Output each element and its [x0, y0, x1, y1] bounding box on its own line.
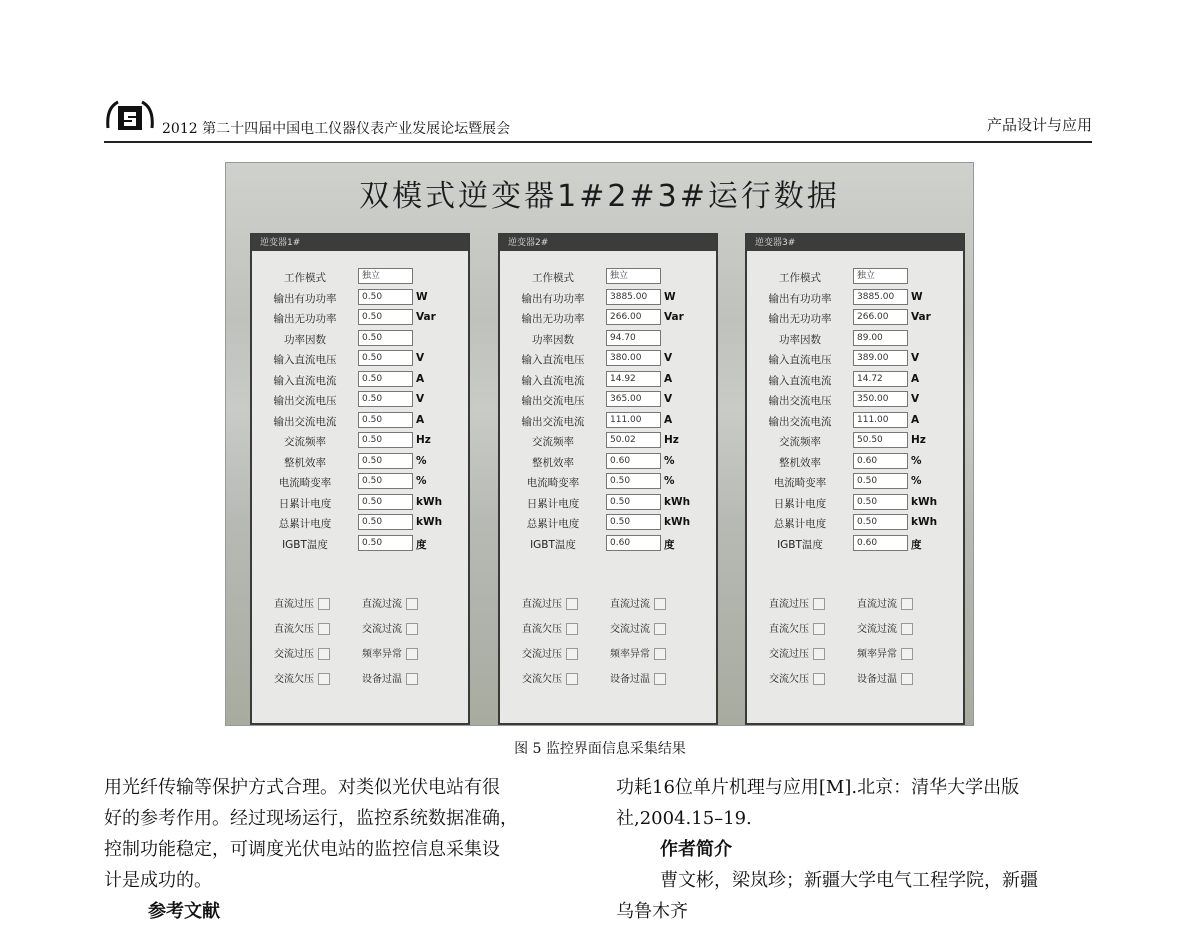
data-row	[747, 308, 963, 328]
value-field: 0.50	[358, 309, 413, 325]
row-label: 总累计电度	[773, 518, 827, 530]
value-field: 50.50	[853, 432, 908, 448]
row-unit: %	[416, 454, 427, 467]
row-unit: V	[664, 352, 673, 364]
row-label: 功率因数	[779, 333, 821, 346]
alarm-light-icon	[318, 648, 330, 660]
row-label: 电流畸变率	[526, 477, 580, 489]
alarm-indicator	[274, 620, 330, 640]
data-row	[747, 472, 963, 492]
row-unit: A	[911, 413, 920, 426]
row-unit: W	[911, 290, 923, 303]
data-row	[500, 370, 716, 390]
inverter-panel	[250, 233, 470, 725]
value-field: 14.92	[606, 371, 661, 387]
row-label: 输出无功功率	[768, 313, 832, 325]
data-row	[252, 513, 468, 533]
row-label: 交流频率	[532, 436, 574, 448]
alarm-light-icon	[406, 648, 418, 660]
alarm-indicator	[769, 595, 825, 615]
data-row	[252, 288, 468, 308]
inverter-panel	[498, 233, 718, 725]
figure-title: 双模式逆变器1#2#3#运行数据	[359, 179, 840, 214]
row-unit: Var	[911, 311, 931, 323]
data-row	[500, 431, 716, 451]
data-row	[252, 349, 468, 369]
alarm-label: 交流欠压	[769, 674, 809, 685]
row-label: 输入直流电流	[273, 374, 337, 387]
row-label: IGBT温度	[777, 538, 823, 551]
author-heading: 作者简介	[660, 839, 732, 860]
alarm-light-icon	[654, 623, 666, 635]
alarm-label: 直流过流	[857, 599, 897, 610]
row-label: 工作模式	[532, 272, 574, 284]
data-row	[252, 452, 468, 472]
alarm-indicator	[769, 645, 825, 665]
value-field: 380.00	[606, 350, 661, 366]
row-label: 日累计电度	[773, 497, 827, 510]
row-unit: %	[664, 475, 675, 487]
alarm-light-icon	[566, 598, 578, 610]
value-field: 0.60	[853, 453, 908, 469]
data-row	[747, 329, 963, 349]
row-unit: A	[416, 413, 425, 426]
row-label: 电流畸变率	[278, 477, 332, 489]
header-rule	[104, 141, 1092, 143]
row-label: 日累计电度	[526, 497, 580, 510]
data-row	[500, 513, 716, 533]
alarm-indicator	[362, 645, 418, 665]
row-unit: kWh	[664, 516, 691, 528]
data-row	[747, 534, 963, 554]
data-row	[747, 390, 963, 410]
value-field: 0.50	[853, 494, 908, 510]
data-row	[252, 534, 468, 554]
alarm-light-icon	[901, 673, 913, 685]
row-unit: kWh	[911, 495, 938, 508]
value-field: 111.00	[606, 412, 661, 428]
row-unit: kWh	[664, 495, 691, 508]
alarm-indicator	[857, 620, 913, 640]
alarm-indicator	[362, 670, 418, 690]
data-row	[747, 411, 963, 431]
alarm-indicator	[769, 620, 825, 640]
reference-line: 社,2004.15–19.	[616, 808, 752, 829]
text-line: 控制功能稳定，可调度光伏电站的监控信息采集设	[104, 839, 500, 860]
value-field: 266.00	[853, 309, 908, 325]
row-unit: V	[911, 352, 920, 364]
row-unit: Hz	[664, 434, 679, 446]
row-label: 输出交流电压	[521, 395, 585, 407]
data-row	[252, 493, 468, 513]
row-label: 工作模式	[284, 272, 326, 284]
inverter-panel	[745, 233, 965, 725]
alarm-label: 交流过流	[362, 624, 402, 635]
row-unit: Var	[416, 311, 436, 323]
alarm-light-icon	[901, 648, 913, 660]
row-label: 交流频率	[284, 436, 326, 448]
alarm-label: 频率异常	[857, 649, 897, 660]
value-field: 350.00	[853, 391, 908, 407]
value-field: 0.60	[853, 535, 908, 551]
row-unit: A	[664, 413, 673, 426]
alarm-label: 直流过压	[274, 599, 314, 610]
data-row	[500, 472, 716, 492]
row-unit: W	[664, 290, 676, 303]
alarm-indicator	[769, 670, 825, 690]
row-label: 总累计电度	[278, 518, 332, 530]
alarm-indicator	[610, 645, 666, 665]
alarm-light-icon	[318, 623, 330, 635]
row-label: 整机效率	[284, 456, 326, 469]
alarm-label: 直流过流	[362, 599, 402, 610]
data-row	[500, 349, 716, 369]
value-field: 独立	[358, 268, 413, 284]
data-row	[500, 267, 716, 287]
value-field: 0.50	[358, 453, 413, 469]
data-row	[747, 513, 963, 533]
data-row	[747, 493, 963, 513]
row-unit: A	[911, 372, 920, 385]
data-row	[747, 452, 963, 472]
page-header	[104, 98, 1092, 142]
value-field: 0.50	[358, 371, 413, 387]
value-field: 389.00	[853, 350, 908, 366]
alarm-label: 设备过温	[610, 674, 650, 685]
row-label: 输入直流电压	[273, 354, 337, 366]
alarm-label: 交流过流	[857, 624, 897, 635]
alarm-label: 直流欠压	[274, 624, 314, 635]
alarm-label: 交流过压	[769, 649, 809, 660]
row-unit: kWh	[416, 516, 443, 528]
alarm-indicator	[362, 620, 418, 640]
reference-line: 功耗16位单片机理与应用[M].北京：清华大学出版	[616, 777, 1020, 798]
data-row	[500, 288, 716, 308]
alarm-light-icon	[406, 673, 418, 685]
alarm-light-icon	[406, 598, 418, 610]
value-field: 94.70	[606, 330, 661, 346]
row-label: 输出无功功率	[273, 313, 337, 325]
value-field: 266.00	[606, 309, 661, 325]
value-field: 111.00	[853, 412, 908, 428]
data-row	[747, 370, 963, 390]
value-field: 0.50	[606, 473, 661, 489]
alarm-light-icon	[813, 598, 825, 610]
value-field: 0.60	[606, 453, 661, 469]
data-row	[500, 534, 716, 554]
alarm-label: 直流欠压	[769, 624, 809, 635]
alarm-indicator	[522, 595, 578, 615]
data-row	[252, 472, 468, 492]
value-field: 3885.00	[606, 289, 661, 305]
alarm-label: 直流过流	[610, 599, 650, 610]
row-unit: W	[416, 290, 428, 303]
data-row	[252, 411, 468, 431]
row-label: 输入直流电流	[521, 374, 585, 387]
alarm-light-icon	[566, 673, 578, 685]
alarm-label: 直流过压	[769, 599, 809, 610]
row-unit: V	[911, 393, 920, 405]
alarm-label: 交流过压	[274, 649, 314, 660]
row-label: 输出交流电流	[521, 415, 585, 428]
value-field: 0.60	[606, 535, 661, 551]
alarm-light-icon	[813, 673, 825, 685]
row-unit: %	[664, 454, 675, 467]
row-label: 输入直流电流	[768, 374, 832, 387]
row-unit: Hz	[416, 434, 431, 446]
panel-header: 逆变器2#	[500, 235, 716, 251]
row-unit: 度	[664, 538, 675, 551]
alarm-indicator	[274, 645, 330, 665]
row-unit: V	[664, 393, 673, 405]
value-field: 3885.00	[853, 289, 908, 305]
alarm-label: 频率异常	[610, 649, 650, 660]
data-row	[252, 370, 468, 390]
value-field: 0.50	[358, 514, 413, 530]
alarm-label: 交流过流	[610, 624, 650, 635]
alarm-indicator	[274, 670, 330, 690]
row-unit: %	[416, 475, 427, 487]
alarm-light-icon	[654, 598, 666, 610]
alarm-light-icon	[318, 673, 330, 685]
panel-header: 逆变器1#	[252, 235, 468, 251]
alarm-label: 交流过压	[522, 649, 562, 660]
alarm-light-icon	[654, 648, 666, 660]
text-line: 用光纤传输等保护方式合理。对类似光伏电站有很	[104, 777, 500, 798]
alarm-light-icon	[901, 623, 913, 635]
row-unit: kWh	[416, 495, 443, 508]
alarm-label: 设备过温	[362, 674, 402, 685]
alarm-indicator	[857, 595, 913, 615]
alarm-indicator	[857, 645, 913, 665]
alarm-light-icon	[813, 648, 825, 660]
row-label: 总累计电度	[526, 518, 580, 530]
text-line: 好的参考作用。经过现场运行，监控系统数据准确，	[104, 808, 518, 829]
alarm-indicator	[522, 620, 578, 640]
data-row	[747, 431, 963, 451]
data-row	[500, 493, 716, 513]
row-label: 输入直流电压	[768, 354, 832, 366]
alarm-label: 交流欠压	[522, 674, 562, 685]
value-field: 0.50	[358, 330, 413, 346]
alarm-indicator	[610, 595, 666, 615]
data-row	[500, 308, 716, 328]
alarm-label: 直流欠压	[522, 624, 562, 635]
row-unit: 度	[416, 538, 427, 551]
value-field: 14.72	[853, 371, 908, 387]
row-unit: kWh	[911, 516, 938, 528]
row-unit: Var	[664, 311, 684, 323]
row-unit: 度	[911, 538, 922, 551]
value-field: 0.50	[853, 473, 908, 489]
value-field: 0.50	[358, 412, 413, 428]
alarm-indicator	[610, 620, 666, 640]
row-label: 输出交流电流	[768, 415, 832, 428]
data-row	[500, 411, 716, 431]
alarm-indicator	[610, 670, 666, 690]
data-row	[747, 288, 963, 308]
row-label: 输出有功功率	[768, 292, 832, 305]
alarm-indicator	[522, 670, 578, 690]
alarm-indicator	[522, 645, 578, 665]
data-row	[500, 452, 716, 472]
alarm-indicator	[362, 595, 418, 615]
value-field: 独立	[853, 268, 908, 284]
row-label: 交流频率	[779, 436, 821, 448]
alarm-label: 频率异常	[362, 649, 402, 660]
alarm-light-icon	[813, 623, 825, 635]
value-field: 0.50	[358, 494, 413, 510]
data-row	[747, 267, 963, 287]
row-label: 工作模式	[779, 272, 821, 284]
author-line: 乌鲁木齐	[616, 901, 688, 922]
row-label: IGBT温度	[282, 538, 328, 551]
alarm-light-icon	[901, 598, 913, 610]
alarm-label: 直流过压	[522, 599, 562, 610]
data-row	[252, 329, 468, 349]
value-field: 50.02	[606, 432, 661, 448]
value-field: 89.00	[853, 330, 908, 346]
alarm-light-icon	[566, 623, 578, 635]
row-unit: %	[911, 475, 922, 487]
alarm-light-icon	[318, 598, 330, 610]
monitoring-screenshot-figure	[225, 162, 974, 726]
conference-title: 2012 第二十四届中国电工仪器仪表产业发展论坛暨展会	[162, 121, 511, 137]
alarm-indicator	[857, 670, 913, 690]
value-field: 独立	[606, 268, 661, 284]
value-field: 0.50	[358, 350, 413, 366]
alarm-light-icon	[406, 623, 418, 635]
conference-logo-icon	[104, 98, 156, 134]
value-field: 0.50	[606, 514, 661, 530]
data-row	[500, 329, 716, 349]
row-unit: V	[416, 393, 425, 405]
alarm-label: 设备过温	[857, 674, 897, 685]
value-field: 0.50	[853, 514, 908, 530]
data-row	[252, 390, 468, 410]
row-unit: Hz	[911, 434, 926, 446]
text-line: 计是成功的。	[104, 870, 212, 891]
right-column	[616, 772, 1096, 927]
row-label: 整机效率	[532, 456, 574, 469]
data-row	[747, 349, 963, 369]
row-label: 日累计电度	[278, 497, 332, 510]
row-label: 整机效率	[779, 456, 821, 469]
left-column	[104, 772, 584, 927]
references-heading: 参考文献	[148, 901, 220, 922]
data-row	[500, 390, 716, 410]
row-label: 输出有功功率	[521, 292, 585, 305]
row-unit: %	[911, 454, 922, 467]
value-field: 0.50	[358, 432, 413, 448]
row-label: 输出交流电压	[273, 395, 337, 407]
row-unit: A	[416, 372, 425, 385]
alarm-indicator	[274, 595, 330, 615]
alarm-light-icon	[654, 673, 666, 685]
section-title: 产品设计与应用	[986, 116, 1092, 134]
value-field: 0.50	[358, 289, 413, 305]
alarm-label: 交流欠压	[274, 674, 314, 685]
row-label: IGBT温度	[530, 538, 576, 551]
value-field: 0.50	[606, 494, 661, 510]
author-line: 曹文彬，梁岚珍；新疆大学电气工程学院，新疆	[660, 870, 1038, 891]
value-field: 0.50	[358, 473, 413, 489]
value-field: 365.00	[606, 391, 661, 407]
data-row	[252, 267, 468, 287]
row-unit: V	[416, 352, 425, 364]
row-label: 电流畸变率	[773, 477, 827, 489]
data-row	[252, 431, 468, 451]
row-label: 功率因数	[284, 333, 326, 346]
row-label: 输出交流电压	[768, 395, 832, 407]
row-label: 输出无功功率	[521, 313, 585, 325]
value-field: 0.50	[358, 535, 413, 551]
row-label: 输入直流电压	[521, 354, 585, 366]
row-label: 输出有功功率	[273, 292, 337, 305]
data-row	[252, 308, 468, 328]
panel-header: 逆变器3#	[747, 235, 963, 251]
alarm-light-icon	[566, 648, 578, 660]
value-field: 0.50	[358, 391, 413, 407]
figure-caption: 图 5 监控界面信息采集结果	[514, 741, 686, 757]
row-label: 输出交流电流	[273, 415, 337, 428]
row-label: 功率因数	[532, 333, 574, 346]
row-unit: A	[664, 372, 673, 385]
